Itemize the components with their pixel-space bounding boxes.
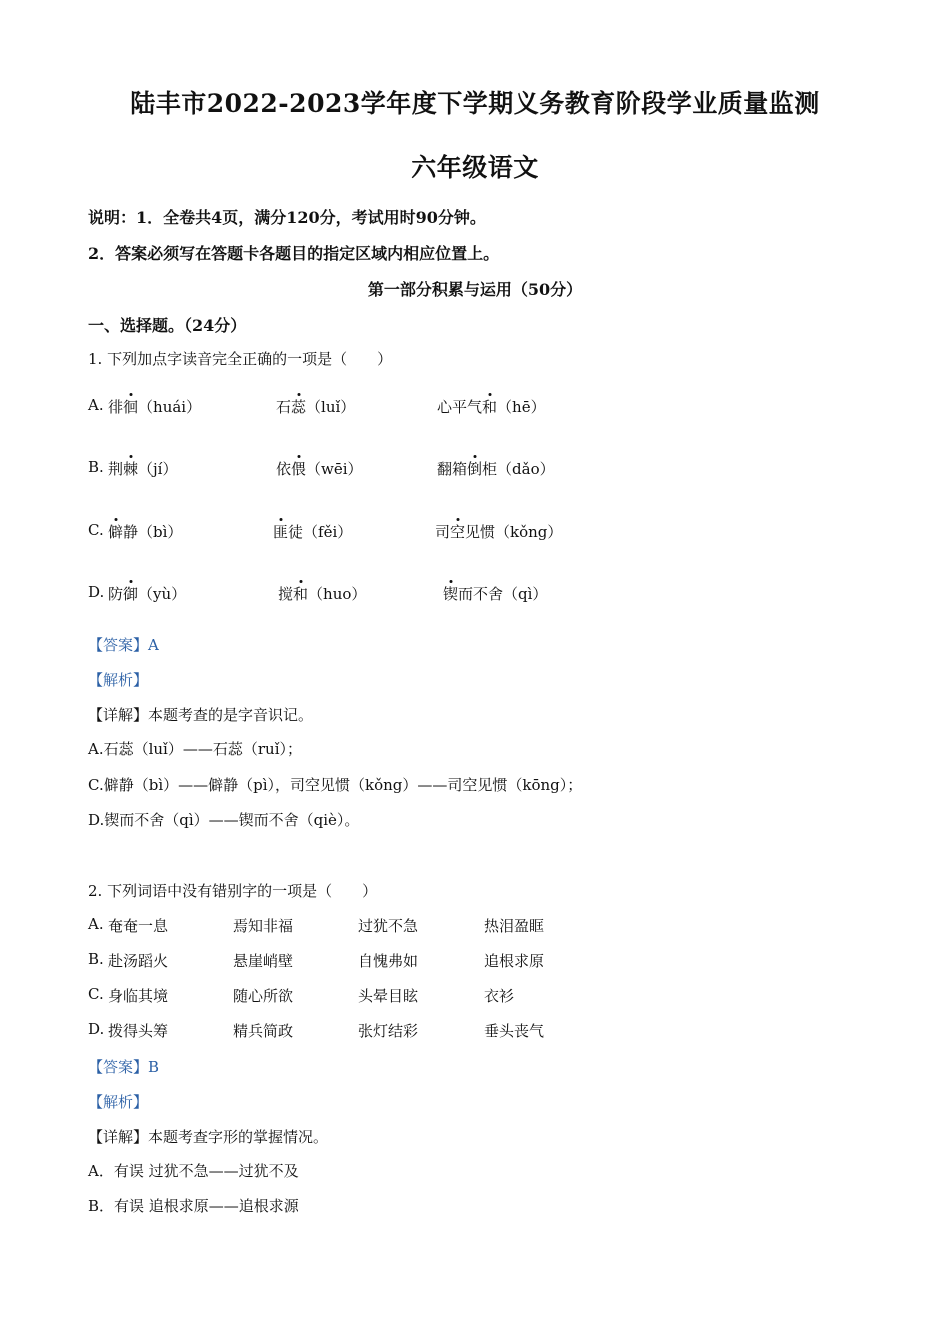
q2-option-word: 赴汤蹈火 bbox=[108, 952, 169, 970]
instruction-2: 2．答案必须写在答题卡各题目的指定区域内相应位置上。 bbox=[88, 244, 500, 263]
q1-item-suffix: 见惯（kǒng） bbox=[465, 523, 563, 541]
q1-item-suffix: 而不舍（qì） bbox=[458, 585, 548, 603]
q1-option-label: B. bbox=[88, 458, 104, 476]
q1-item-suffix: 静（bì） bbox=[123, 523, 183, 541]
q1-dotted-char: 锲 bbox=[443, 585, 459, 603]
q1-item-suffix: （wēi） bbox=[306, 460, 363, 478]
q1-item-suffix: （jí） bbox=[138, 460, 178, 478]
q2-option-word: 自愧弗如 bbox=[358, 952, 419, 970]
q1-option-label: A. bbox=[88, 396, 104, 414]
q1-item-prefix: 荆 bbox=[108, 460, 124, 478]
q1-dotted-char: 匪 bbox=[273, 523, 289, 541]
part-title: 第一部分积累与运用（50分） bbox=[367, 280, 583, 299]
q1-option-item bbox=[276, 396, 355, 417]
q1-dotted-char: 徊 bbox=[123, 398, 139, 416]
q1-detail-line: D.锲而不舍（qì）——锲而不舍（qiè）。 bbox=[88, 811, 360, 829]
q2-option-word: 精兵简政 bbox=[233, 1022, 294, 1040]
q2-option-word: 衣衫 bbox=[484, 987, 515, 1005]
instruction-1: 说明：1．全卷共4页，满分120分，考试用时90分钟。 bbox=[88, 208, 486, 227]
q1-item-suffix: 徒（fěi） bbox=[288, 523, 353, 541]
q1-option-item bbox=[276, 458, 363, 479]
q1-option-item bbox=[278, 583, 366, 604]
q1-option-item bbox=[443, 583, 547, 604]
q2-option-word: 随心所欲 bbox=[233, 987, 294, 1005]
q1-option-label: D. bbox=[88, 583, 105, 601]
q1-option-item bbox=[108, 396, 201, 417]
q1-dotted-char: 偎 bbox=[291, 460, 307, 478]
q1-dotted-char: 空 bbox=[450, 523, 466, 541]
q1-analysis: 【解析】 bbox=[88, 671, 149, 689]
q2-option-label: D. bbox=[88, 1020, 105, 1038]
exam-title: 陆丰市2022-2023学年度下学期义务教育阶段学业质量监测 bbox=[130, 89, 820, 118]
q1-item-prefix: 司 bbox=[435, 523, 451, 541]
q1-item-suffix: （hē） bbox=[497, 398, 546, 416]
q2-option-word: 追根求原 bbox=[484, 952, 545, 970]
q1-item-prefix: 搅 bbox=[278, 585, 294, 603]
q1-item-suffix: （huái） bbox=[138, 398, 202, 416]
q2-option-label: B. bbox=[88, 950, 104, 968]
q2-option-word: 身临其境 bbox=[108, 987, 169, 1005]
q2-option-word: 拨得头筹 bbox=[108, 1022, 169, 1040]
q1-item-suffix: （luǐ） bbox=[306, 398, 356, 416]
q1-dotted-char: 棘 bbox=[123, 460, 139, 478]
q1-item-prefix: 防 bbox=[108, 585, 124, 603]
q2-option-label: A. bbox=[88, 915, 104, 933]
q1-item-suffix: 柜（dǎo） bbox=[482, 460, 555, 478]
q2-option-label: C. bbox=[88, 985, 104, 1003]
q1-dotted-char: 和 bbox=[293, 585, 309, 603]
q2-detail-line: A．有误 过犹不急——过犹不及 bbox=[88, 1162, 299, 1180]
q1-dotted-char: 僻 bbox=[108, 523, 124, 541]
q1-option-item bbox=[435, 521, 562, 542]
q1-dotted-char: 倒 bbox=[467, 460, 483, 478]
q2-stem: 2. 下列词语中没有错别字的一项是（ ） bbox=[88, 882, 378, 900]
q1-detail-line: 【详解】本题考查的是字音识记。 bbox=[88, 706, 314, 724]
q1-item-prefix: 心平气 bbox=[437, 398, 483, 416]
q1-dotted-char: 蕊 bbox=[291, 398, 307, 416]
q1-item-suffix: （huo） bbox=[308, 585, 367, 603]
q2-option-word: 张灯结彩 bbox=[358, 1022, 419, 1040]
q1-option-item bbox=[108, 583, 186, 604]
q1-item-prefix: 依 bbox=[276, 460, 292, 478]
q2-detail-line: B．有误 追根求原——追根求源 bbox=[88, 1197, 299, 1215]
q2-option-word: 头晕目眩 bbox=[358, 987, 419, 1005]
q1-detail-line: C.僻静（bì）——僻静（pì），司空见惯（kǒng）——司空见惯（kōng）； bbox=[88, 776, 583, 794]
q2-option-word: 过犹不急 bbox=[358, 917, 419, 935]
q1-option-item bbox=[437, 458, 555, 479]
q2-option-word: 焉知非福 bbox=[233, 917, 294, 935]
q2-option-word: 垂头丧气 bbox=[484, 1022, 545, 1040]
q2-option-word: 悬崖峭壁 bbox=[233, 952, 294, 970]
q1-option-item bbox=[273, 521, 352, 542]
q2-detail-line: 【详解】本题考查字形的掌握情况。 bbox=[88, 1128, 329, 1146]
q1-answer: 【答案】A bbox=[88, 636, 159, 654]
q1-stem: 1. 下列加点字读音完全正确的一项是（ ） bbox=[88, 350, 393, 368]
q1-dotted-char: 和 bbox=[482, 398, 498, 416]
q1-option-item bbox=[108, 458, 177, 479]
q1-item-prefix: 石 bbox=[276, 398, 292, 416]
q1-item-prefix: 翻箱 bbox=[437, 460, 468, 478]
q1-item-prefix: 徘 bbox=[108, 398, 124, 416]
q2-option-word: 奄奄一息 bbox=[108, 917, 169, 935]
q2-answer: 【答案】B bbox=[88, 1058, 160, 1076]
q1-option-item bbox=[108, 521, 182, 542]
q1-option-label: C. bbox=[88, 521, 104, 539]
q1-option-item bbox=[437, 396, 546, 417]
q1-item-suffix: （yù） bbox=[138, 585, 187, 603]
exam-subtitle: 六年级语文 bbox=[411, 153, 539, 182]
q1-detail-line: A.石蕊（luǐ）——石蕊（ruǐ）； bbox=[88, 740, 302, 758]
section-title: 一、选择题。（24分） bbox=[88, 316, 247, 335]
q2-analysis: 【解析】 bbox=[88, 1093, 149, 1111]
q1-dotted-char: 御 bbox=[123, 585, 139, 603]
q2-option-word: 热泪盈眶 bbox=[484, 917, 545, 935]
